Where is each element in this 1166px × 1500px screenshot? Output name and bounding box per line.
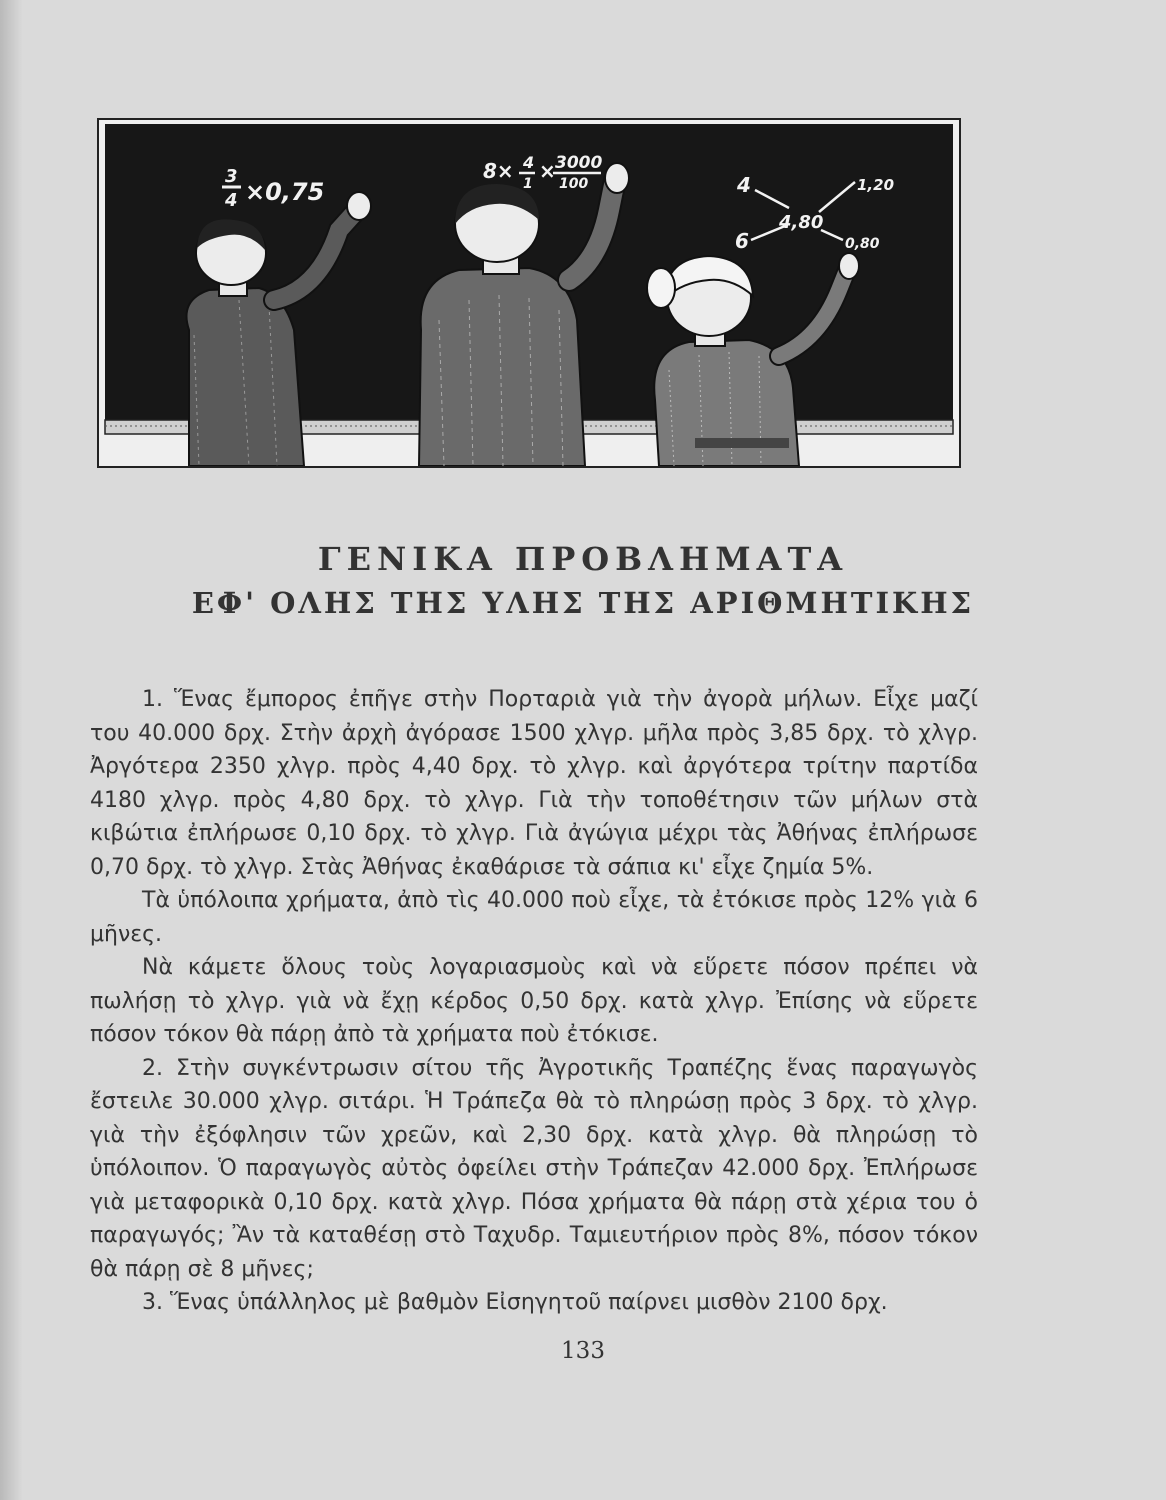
problems-text xyxy=(90,683,978,1320)
chalk-right-bottom: 0,80 xyxy=(845,236,880,252)
chalk-fraction-numerator: 3 xyxy=(225,166,238,187)
chalk-right-center: 4,80 xyxy=(779,212,824,233)
chalk-left-multiplier: ×0,75 xyxy=(245,178,325,206)
chalk-right-four: 4 xyxy=(737,173,751,197)
problem-3-paragraph: 3. Ἕνας ὑπάλληλος μὲ βαθμὸν Εἰσηγητοῦ παίρνει μισθὸν 2100 δρχ. xyxy=(142,1290,888,1315)
problem-1-paragraph: 1. Ἕνας ἔμπορος ἐπῆγε στὴν Πορταριὰ γιὰ τὴν ἀγορὰ μήλων. Εἶχε μαζί του 40.000 δρχ. Στὴν ἀρχὴ ἀγόρασε 1500 χλγρ. μῆλα πρὸς 3,85 δρχ. τὸ χλγρ. Ἀργότερα 2350 χλγρ. πρὸς 4,40 δρχ. τὸ χλγρ. καὶ ἀργότερα τρίτην παρτίδα 4180 χλγρ. πρὸς 4,80 δρχ. τὸ χλγρ. Γιὰ τὴν τοποθέτησιν τῶν μήλων στὰ κιβώτια ἐπλήρωσε 0,10 δρχ. τὸ χλγρ. Γιὰ ἀγώγια μέχρι τὰς Ἀθήνας ἐπλήρωσε 0,70 δρχ. τὸ χλγρ. Στὰς Ἀθήνας ἐκαθάρισε τὰ σάπια κι' εἶχε ζημία 5%. xyxy=(90,687,978,880)
page-gutter-shadow xyxy=(0,0,22,1500)
problem-1-question-paragraph: Νὰ κάμετε ὅλους τοὺς λογαριασμοὺς καὶ νὰ εὕρετε πόσον πρέπει νὰ πωλήσῃ τὸ χλγρ. γιὰ νὰ ἔχῃ κέρδος 0,50 δρχ. κατὰ χλγρ. Ἐπίσης νὰ εὕρετε πόσον τόκον θὰ πάρῃ ἀπὸ τὰ χρήματα ποὺ ἐτόκισε. xyxy=(90,955,978,1047)
chalk-mid-a: 8× xyxy=(483,159,514,183)
chalk-mid-d-num: 3000 xyxy=(555,153,603,173)
heading-line-2: ΕΦ' ΟΛΗΣ ΤΗΣ ΥΛΗΣ ΤΗΣ ΑΡΙΘΜΗΤΙΚΗΣ xyxy=(191,586,975,620)
chalk-mid-b-den: 1 xyxy=(523,176,533,192)
problem-2-paragraph: 2. Στὴν συγκέντρωσιν σίτου τῆς Ἀγροτικῆς Τραπέζης ἕνας παραγωγὸς ἔστειλε 30.000 χλγρ. σιτάρι. Ἡ Τράπεζα θὰ τὸ πληρώσῃ πρὸς 3 δρχ. τὸ χλγρ. γιὰ τὴν ἐξόφλησιν τῶν χρεῶν, καὶ 2,30 δρχ. κατὰ χλγρ. θὰ πληρώσῃ τὸ ὑπόλοιπον. Ὁ παραγωγὸς αὐτὸς ὀφείλει στὴν Τράπεζαν 42.000 δρχ. Ἐπλήρωσε γιὰ μεταφορικὰ 0,10 δρχ. κατὰ χλγρ. Πόσα χρήματα θὰ πάρῃ στὰ χέρια του ὁ παραγωγός; Ἂν τὰ καταθέσῃ στὸ Ταχυδρ. Ταμιευτήριον πρὸς 8%, πόσον τόκον θὰ πάρῃ σὲ 8 μῆνες; xyxy=(90,1055,978,1282)
chalk-fraction-denominator: 4 xyxy=(225,190,238,211)
chalk-mid-b-num: 4 xyxy=(523,153,535,172)
chalk-right-top: 1,20 xyxy=(857,176,895,194)
chalk-right-six: 6 xyxy=(735,229,749,253)
heading-line-1: ΓΕΝΙΚΑ ΠΡΟΒΛΗΜΑΤΑ xyxy=(317,540,849,578)
page-number: 133 xyxy=(561,1338,605,1364)
chalk-mid-d-den: 100 xyxy=(559,176,589,192)
blackboard-illustration xyxy=(97,118,961,468)
problem-1-remainder-paragraph: Τὰ ὑπόλοιπα χρήματα, ἀπὸ τὶς 40.000 ποὺ εἶχε, τὰ ἐτόκισε πρὸς 12% γιὰ 6 μῆνες. xyxy=(90,888,978,947)
chalk-mid-c: × xyxy=(539,159,556,183)
